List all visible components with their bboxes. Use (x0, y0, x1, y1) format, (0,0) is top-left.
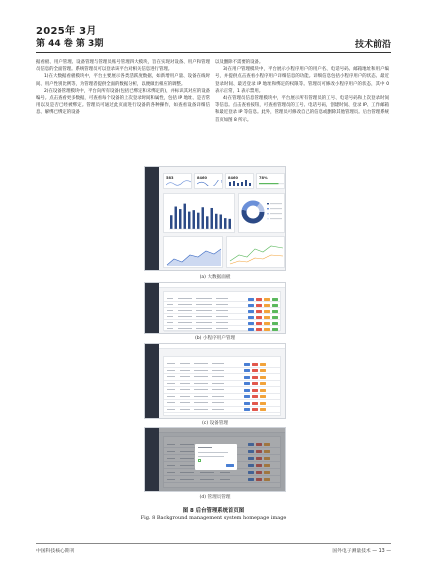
kpi-value: 583 (166, 176, 174, 180)
status-button[interactable] (272, 298, 278, 301)
footer-journal-tag: 中国科技核心期刊 (36, 549, 75, 554)
unbind-button[interactable] (252, 382, 258, 385)
table-cell (167, 383, 175, 384)
table-cell (196, 322, 212, 323)
table-cell (180, 370, 190, 371)
subcaption-b: (b) 小程序用户管理 (194, 336, 236, 341)
table-cell (216, 328, 228, 329)
dashboard-screenshot (144, 166, 286, 271)
edit-button[interactable] (264, 328, 270, 331)
table-cell (167, 328, 173, 329)
table-cell (216, 304, 228, 305)
bar (229, 219, 231, 229)
table-cell (212, 402, 224, 403)
table-cell (196, 310, 212, 311)
table-cell (180, 383, 190, 384)
unbind-button[interactable] (252, 363, 258, 366)
table-cell (212, 376, 224, 377)
table-cell (212, 409, 224, 410)
dialog-line (198, 456, 224, 457)
table-cell (212, 389, 224, 390)
view-button[interactable] (244, 402, 250, 405)
topbar (159, 344, 285, 349)
column-title: 技术前沿 (354, 40, 391, 50)
header-rule (36, 52, 391, 53)
bar (179, 209, 181, 229)
right-column (215, 59, 389, 124)
table-cell (167, 298, 173, 299)
area-chart (164, 237, 224, 269)
view-button[interactable] (244, 408, 250, 411)
unbind-button[interactable] (252, 376, 258, 379)
table-cell (167, 316, 173, 317)
footer-page: 国外电子测量技术 — 13 — (332, 549, 391, 554)
confirm-button[interactable] (226, 464, 234, 467)
table-cell (194, 370, 208, 371)
dialog-line (198, 452, 228, 453)
table-cell (216, 316, 228, 317)
table-cell (194, 409, 208, 410)
unbind-button[interactable] (252, 408, 258, 411)
table-cell (178, 322, 192, 323)
table-cell (167, 409, 175, 410)
table-cell (196, 298, 212, 299)
table-cell (194, 363, 208, 364)
table-cell (167, 370, 175, 371)
bar (202, 207, 204, 229)
table-cell (180, 396, 190, 397)
sidebar (145, 428, 159, 491)
kpi-value: 78% (259, 176, 268, 180)
table-cell (216, 298, 228, 299)
admin-management-screenshot (144, 427, 286, 492)
subcaption-a: (a) 大数据面板 (199, 275, 231, 280)
status-button[interactable] (272, 310, 278, 313)
table-cell (194, 376, 208, 377)
table-cell (178, 310, 192, 311)
view-button[interactable] (248, 304, 254, 307)
device-table (163, 356, 281, 416)
paragraph: 1)在大数据看板模块中，平台主要展示各类活跃度数据，如新增用户量、设备在线时间、用户性别比例等，为管理者提供全面的数据分析，以便做出相应的调整。 (36, 74, 210, 87)
bar-chart (164, 194, 236, 234)
table-cell (212, 383, 224, 384)
table-cell (180, 402, 190, 403)
table-cell (194, 389, 208, 390)
table-cell (196, 316, 212, 317)
delete-button[interactable] (256, 322, 262, 325)
donut-chart (239, 194, 286, 234)
kpi-card (194, 173, 223, 189)
table-cell (167, 363, 175, 364)
table-cell (212, 396, 224, 397)
bar (193, 210, 195, 229)
delete-button[interactable] (260, 369, 266, 372)
table-cell (180, 389, 190, 390)
delete-button[interactable] (260, 389, 266, 392)
admin-dialog (195, 444, 237, 470)
edit-button[interactable] (264, 298, 270, 301)
delete-button[interactable] (260, 395, 266, 398)
bar (184, 204, 186, 229)
kpi-sparkline (197, 180, 222, 186)
status-button[interactable] (272, 328, 278, 331)
issue-date: 2025年 3月 (36, 26, 97, 37)
delete-button[interactable] (260, 376, 266, 379)
figure-caption-cn: 图 8 后台管理系统首页图 (182, 508, 245, 514)
kpi-value: 8460 (197, 176, 208, 180)
delete-button[interactable] (256, 310, 262, 313)
status-button[interactable] (272, 322, 278, 325)
table-cell (167, 304, 173, 305)
unbind-button[interactable] (252, 369, 258, 372)
paragraph: 4)在管理员信息管理模块中，平台展示所有管理员的工号、电话号码和上次登录时间等信息。点击查看按钮，可查看管理员的工号、电话号码，创建时间、登录 IP、工作邮箱和最近登录 IP 等信息。此外，管理员可修改自己的信息或删除其他管理员。后台管理系统首页如图 8 所示。 (215, 96, 389, 123)
paragraph: 以及删除不需要的设备。 (215, 60, 264, 65)
view-button[interactable] (244, 382, 250, 385)
table-cell (196, 304, 212, 305)
kpi-sparkline (228, 180, 253, 186)
table-cell (167, 402, 175, 403)
bar (215, 214, 217, 229)
kpi-card (225, 173, 254, 189)
table-cell (194, 396, 208, 397)
kpi-value: 8460 (228, 176, 239, 180)
table-cell (196, 328, 212, 329)
delete-button[interactable] (260, 402, 266, 405)
table-cell (216, 322, 228, 323)
view-button[interactable] (244, 389, 250, 392)
table-cell (178, 304, 192, 305)
table-cell (178, 298, 192, 299)
view-button[interactable] (244, 395, 250, 398)
table-cell (167, 396, 175, 397)
status-button[interactable] (272, 304, 278, 307)
user-table (163, 291, 281, 331)
view-button[interactable] (248, 316, 254, 319)
delete-button[interactable] (260, 408, 266, 411)
table-cell (212, 370, 224, 371)
bar (224, 218, 226, 229)
table-cell (180, 376, 190, 377)
view-button[interactable] (248, 328, 254, 331)
bar (175, 207, 177, 229)
figure-caption-en: Fig. 8 Background management system homepage image (140, 515, 287, 521)
paragraph: 3)在用户管理模块中，平台展示小程序用户的用户名、电话号码、邮箱地址和用户编号，并提供点击查看小程序用户详细信息的功能。详细信息包括小程序用户的状态、最近登录时间、最近登录 IP 地址和绑定的权限等。管理员可修改小程序用户的状态，其中 0 表示正常，1 表示禁用。 (215, 67, 389, 94)
bar (188, 212, 190, 229)
edit-button[interactable] (264, 316, 270, 319)
table-cell (194, 402, 208, 403)
unbind-button[interactable] (252, 402, 258, 405)
table-cell (216, 310, 228, 311)
table-cell (212, 363, 224, 364)
sidebar (145, 283, 159, 333)
kpi-card (163, 173, 192, 189)
sidebar (145, 344, 159, 418)
view-button[interactable] (244, 376, 250, 379)
edit-button[interactable] (264, 322, 270, 325)
bar (206, 216, 208, 229)
delete-button[interactable] (260, 363, 266, 366)
delete-button[interactable] (256, 328, 262, 331)
delete-button[interactable] (256, 316, 262, 319)
user-management-screenshot (144, 282, 286, 334)
paragraph: 2)在设备管理模块中，平台向所有设备(包括已绑定和未绑定的)，并标识其对应的设备编号。点击查看更多数据，可查看每个设备的上次登录时间和属性，包括 IP 地址、是否常用以及是否已经被绑定。管理员可通过此页面进行设备的各种操作，如查看设备详细信息、解绑已绑定的设备 (36, 88, 210, 116)
edit-button[interactable] (264, 310, 270, 313)
table-cell (178, 316, 192, 317)
bar (220, 215, 222, 230)
bar (197, 213, 199, 229)
unbind-button[interactable] (252, 395, 258, 398)
line-chart (227, 237, 286, 269)
line-chart-panel (226, 236, 285, 268)
table-cell (180, 363, 190, 364)
pie-chart-panel (238, 193, 285, 233)
delete-button[interactable] (256, 298, 262, 301)
table-cell (180, 409, 190, 410)
device-management-screenshot (144, 343, 286, 419)
view-button[interactable] (248, 322, 254, 325)
kpi-card (256, 173, 285, 189)
bar (211, 208, 213, 229)
paragraph: 据看板、用户管理、设备管理与管理员账号管理四大模块，旨在实现对设备、用户和管理员信息的全面管理。系统管理员可以登录该平台对相关信息进行管理。 (36, 60, 210, 73)
view-button[interactable] (248, 310, 254, 313)
table-cell (178, 328, 192, 329)
footer-rule (36, 543, 391, 544)
view-button[interactable] (248, 298, 254, 301)
view-button[interactable] (244, 363, 250, 366)
table-cell (167, 322, 173, 323)
subcaption-c: (c) 设备管理 (202, 421, 228, 426)
sidebar (145, 167, 159, 270)
checkbox[interactable] (198, 459, 201, 462)
table-cell (194, 383, 208, 384)
delete-button[interactable] (260, 382, 266, 385)
bar-chart-panel (163, 193, 235, 233)
unbind-button[interactable] (252, 389, 258, 392)
area-chart-panel (163, 236, 223, 268)
dialog-title (198, 447, 212, 448)
delete-button[interactable] (256, 304, 262, 307)
edit-button[interactable] (264, 304, 270, 307)
issue-volume: 第 44 卷 第 3期 (36, 39, 104, 49)
table-cell (167, 389, 175, 390)
status-button[interactable] (272, 316, 278, 319)
kpi-sparkline (166, 180, 191, 186)
table-cell (167, 310, 173, 311)
bar (170, 215, 172, 229)
kpi-progress (259, 180, 284, 186)
table-cell (167, 376, 175, 377)
view-button[interactable] (244, 369, 250, 372)
subcaption-d: (d) 管理员管理 (199, 495, 231, 500)
topbar (159, 283, 285, 288)
left-column (36, 59, 210, 117)
